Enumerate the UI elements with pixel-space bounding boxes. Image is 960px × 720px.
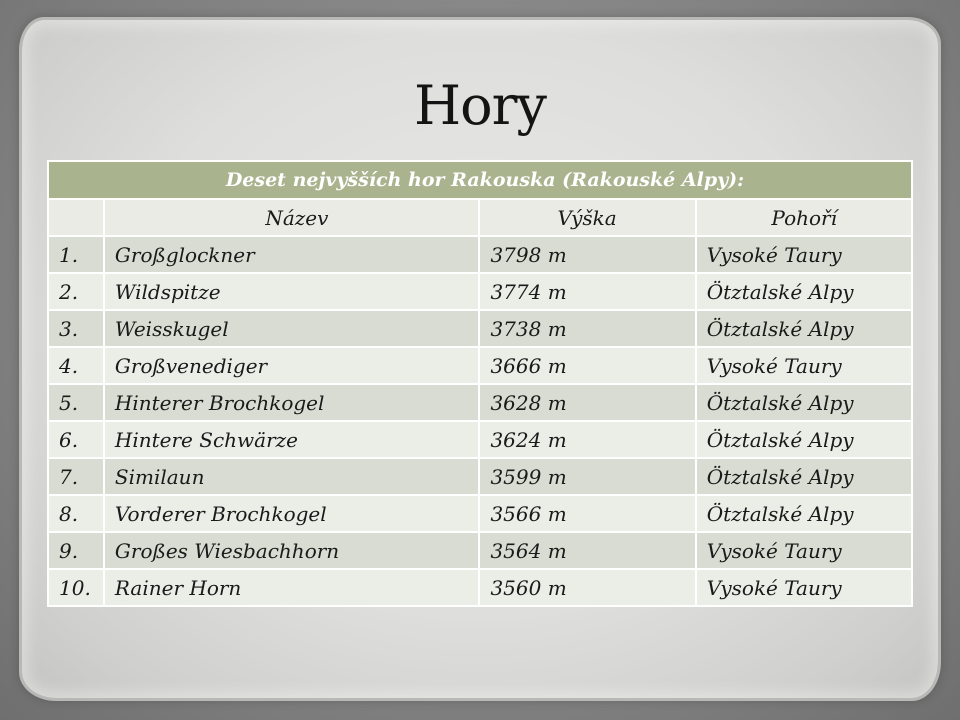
table-row [48,310,912,347]
cell-name: Hintere Schwärze [104,421,480,458]
cell-number: 6. [48,421,104,458]
cell-number: 10. [48,569,104,606]
cell-number: 2. [48,273,104,310]
cell-name: Weisskugel [104,310,480,347]
cell-height: 3599 m [479,458,695,495]
table-caption: Deset nejvyšších hor Rakouska (Rakouské Alpy): [48,161,912,199]
cell-number: 9. [48,532,104,569]
header-range: Pohoří [696,199,912,236]
table-row [48,495,912,532]
cell-range: Vysoké Taury [696,532,912,569]
cell-height: 3774 m [479,273,695,310]
cell-name: Großvenediger [104,347,480,384]
cell-number: 4. [48,347,104,384]
table-header-row [48,199,912,236]
cell-range: Vysoké Taury [696,347,912,384]
table-row [48,458,912,495]
cell-range: Ötztalské Alpy [696,421,912,458]
header-height: Výška [479,199,695,236]
cell-range: Vysoké Taury [696,236,912,273]
cell-range: Ötztalské Alpy [696,273,912,310]
table-row [48,384,912,421]
cell-name: Vorderer Brochkogel [104,495,480,532]
table-row [48,532,912,569]
cell-number: 8. [48,495,104,532]
cell-height: 3666 m [479,347,695,384]
cell-number: 3. [48,310,104,347]
cell-height: 3566 m [479,495,695,532]
header-number [48,199,104,236]
cell-name: Hinterer Brochkogel [104,384,480,421]
table-row [48,347,912,384]
table-row [48,421,912,458]
table-row [48,569,912,606]
cell-range: Ötztalské Alpy [696,310,912,347]
cell-range: Ötztalské Alpy [696,384,912,421]
cell-number: 5. [48,384,104,421]
table-caption-row [48,161,912,199]
cell-number: 7. [48,458,104,495]
cell-height: 3798 m [479,236,695,273]
cell-range: Ötztalské Alpy [696,458,912,495]
cell-height: 3560 m [479,569,695,606]
cell-height: 3624 m [479,421,695,458]
cell-name: Großglockner [104,236,480,273]
mountains-table [47,160,913,607]
cell-name: Rainer Horn [104,569,480,606]
cell-height: 3738 m [479,310,695,347]
cell-height: 3628 m [479,384,695,421]
cell-name: Wildspitze [104,273,480,310]
cell-range: Ötztalské Alpy [696,495,912,532]
cell-name: Similaun [104,458,480,495]
cell-number: 1. [48,236,104,273]
table-row [48,236,912,273]
slide-title: Hory [414,74,546,137]
cell-name: Großes Wiesbachhorn [104,532,480,569]
cell-range: Vysoké Taury [696,569,912,606]
cell-height: 3564 m [479,532,695,569]
table-row [48,273,912,310]
header-name: Název [104,199,480,236]
